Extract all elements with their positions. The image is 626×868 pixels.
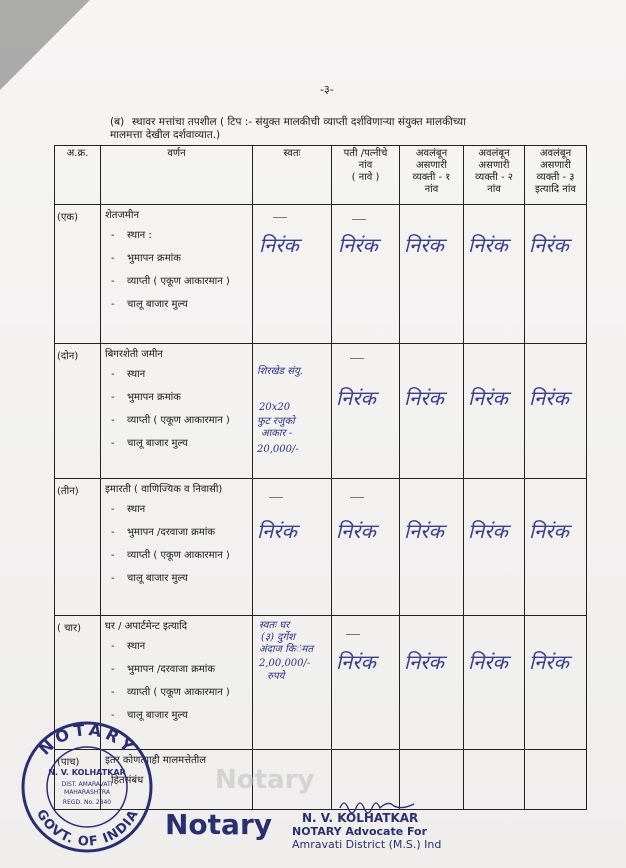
- svg-text:NOTARY: [35, 720, 140, 759]
- heading-line-1: स्थावर मत्तांचा तपशील ( टिप :- संयुक्त मालकीची व्याप्ती दर्शविणाऱ्या संयुक्त मालकीच्या: [132, 116, 466, 128]
- section-number: (ब): [110, 116, 125, 128]
- table-row: [55, 344, 587, 479]
- section-heading: [58, 116, 578, 142]
- page-number: -३-: [320, 83, 334, 96]
- seal-ring-bottom: GOVT. OF INDIA: [33, 807, 142, 850]
- table-row: [55, 479, 587, 616]
- header-description: वर्णन: [101, 146, 253, 205]
- row-dep2-cell: निरंक: [464, 479, 525, 616]
- row-dep3-cell: निरंक: [525, 344, 587, 479]
- svg-text:GOVT. OF INDIA: [33, 807, 142, 850]
- row-dep2-cell: निरंक: [464, 205, 525, 344]
- ghost-bleedthrough-text: Notary: [215, 765, 315, 795]
- header-dependent-3: अवलंबून असणारी व्यक्ती - ३ इत्यादि नांव: [525, 146, 587, 205]
- row-spouse-cell: निरंक: [332, 479, 400, 616]
- row-sn: (एक): [55, 205, 101, 344]
- row-dep3-cell: [525, 750, 587, 810]
- page-corner-fold: [0, 0, 90, 90]
- row-dep1-cell: निरंक: [400, 205, 464, 344]
- row-description: इमारती ( वाणिज्यिक व निवासी) - स्थान - भुमापन /दरवाजा क्रमांक - व्याप्ती ( एकूण आकारमान ) - चालू बाजार मुल्य: [101, 479, 253, 616]
- row-sn: (पाच): [55, 750, 101, 810]
- row-dep3-cell: निरंक: [525, 205, 587, 344]
- table-row: [55, 205, 587, 344]
- row-dep1-cell: निरंक: [400, 479, 464, 616]
- row-description: शेतजमीन - स्थान : - भुमापन क्रमांक - व्याप्ती ( एकूण आकारमान ) - चालू बाजार मुल्य: [101, 205, 253, 344]
- header-spouse: पती /पत्नीचे नांव ( नावे ): [332, 146, 400, 205]
- seal-dist: DIST. AMARAVATI: [61, 781, 113, 788]
- row-spouse-cell: निरंक: [332, 616, 400, 750]
- row-self-cell: स्वतः घर (३) दुर्गेश अंदाज कि‌‍‌ंम‌त 2,00,000/- रुपये: [253, 616, 332, 750]
- row-dep2-cell: निरंक: [464, 616, 525, 750]
- notary-name: N. V. KOLHATKAR: [302, 811, 419, 825]
- row-self-cell: निरंक: [253, 479, 332, 616]
- heading-line-2: मालमत्ता देखील दर्शवाव्यात.): [110, 129, 221, 141]
- notary-stamp-word: Notary: [165, 808, 273, 841]
- table-header-row: [55, 146, 587, 205]
- row-dep3-cell: निरंक: [525, 479, 587, 616]
- header-dependent-2: अवलंबून असणारी व्यक्ती - २ नांव: [464, 146, 525, 205]
- row-sn: (तीन): [55, 479, 101, 616]
- row-description: घर / अपार्टमेन्ट इत्यादि - स्थान - भुमापन /दरवाजा क्रमांक - व्याप्ती ( एकूण आकारमान ) - चालू बाजार मुल्य: [101, 616, 253, 750]
- seal-ring-top: NOTARY: [35, 720, 140, 759]
- seal-state: MAHARASHTRA: [64, 789, 110, 796]
- header-dependent-1: अवलंबून असणारी व्यक्ती - १ नांव: [400, 146, 464, 205]
- seal-regd: REGD. No. 2840: [62, 799, 112, 806]
- row-sn: (दोन): [55, 344, 101, 479]
- row-self-cell: शिरखेड संयु. 20x20 फुट रजुको आकार - 20,000/-: [253, 344, 332, 479]
- notary-stamp-block: [292, 812, 441, 851]
- notary-line-2: NOTARY Advocate For: [292, 825, 428, 838]
- row-description: इतर कोणत्याही मालमत्तेतील हितसंबंध: [101, 750, 253, 810]
- notary-seal: [20, 720, 155, 855]
- row-dep2-cell: निरंक: [464, 344, 525, 479]
- row-dep2-cell: [464, 750, 525, 810]
- seal-name: N. V. KOLHATKAR: [48, 768, 126, 777]
- row-spouse-cell: निरंक: [332, 344, 400, 479]
- row-sn: ( चार): [55, 616, 101, 750]
- row-spouse-cell: निरंक: [332, 205, 400, 344]
- header-sn: अ.क्र.: [55, 146, 101, 205]
- notary-line-3: Amravati District (M.S.) Ind: [292, 838, 442, 851]
- header-self: स्वतः: [253, 146, 332, 205]
- row-dep3-cell: निरंक: [525, 616, 587, 750]
- assets-table: [54, 145, 587, 810]
- row-dep1-cell: निरंक: [400, 344, 464, 479]
- row-dep1-cell: निरंक: [400, 616, 464, 750]
- row-description: बिगरशेती जमीन - स्थान - भुमापन क्रमांक - व्याप्ती ( एकूण आकारमान ) - चालू बाजार मुल्य: [101, 344, 253, 479]
- row-self-cell: निरंक: [253, 205, 332, 344]
